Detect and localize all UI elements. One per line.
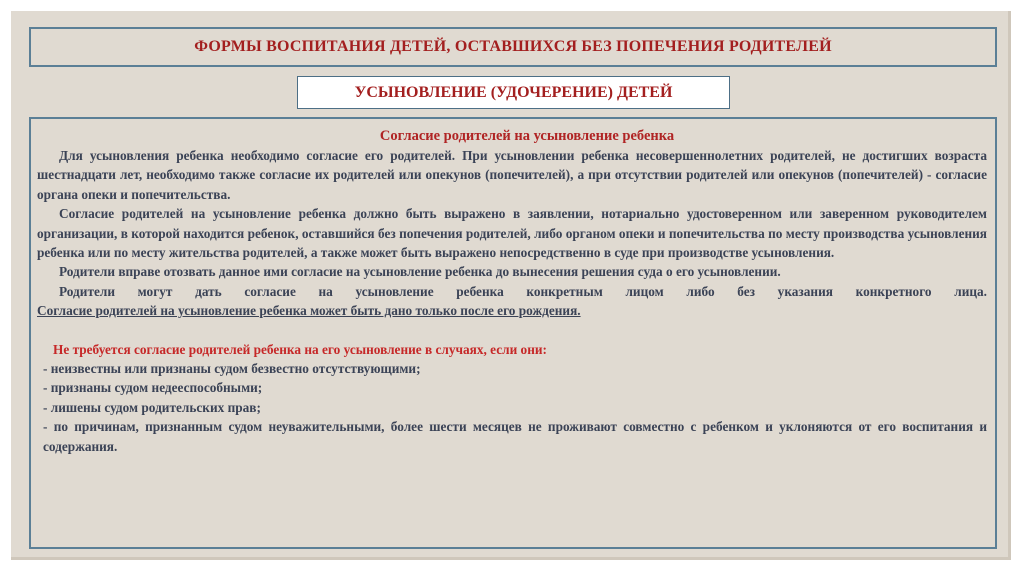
paragraph-consent-form: Согласие родителей на усыновление ребенка должно быть выражено в заявлении, нотариально удостоверенном или заверенном руководителем организации, в которой находится ребенок, оставшийся без попечения родителей, либо органом опеки и попечительства по месту производства усыновления ребенка или по месту жительства родителей, а также может быть выражено непосредственно в суде при производстве усыновления. bbox=[37, 206, 987, 261]
slide-title: ФОРМЫ ВОСПИТАНИЯ ДЕТЕЙ, ОСТАВШИХСЯ БЕЗ ПОПЕЧЕНИЯ РОДИТЕЛЕЙ bbox=[194, 38, 832, 55]
content-box bbox=[29, 117, 997, 549]
paragraph-consent-specific-person: Родители могут дать согласие на усыновление ребенка конкретным лицом либо без указания конкретного лица. bbox=[59, 283, 987, 299]
exception-item: - признаны судом недееспособными; bbox=[43, 380, 263, 396]
paragraph-consent-revocation: Родители вправе отозвать данное ими согласие на усыновление ребенка до вынесения решения суда о его усыновлении. bbox=[59, 264, 781, 280]
section-heading: Согласие родителей на усыновление ребенка bbox=[379, 128, 675, 144]
exception-item: - неизвестны или признаны судом безвестно отсутствующими; bbox=[43, 361, 421, 377]
underlined-note: Согласие родителей на усыновление ребенка может быть дано только после его рождения. bbox=[37, 303, 581, 319]
exceptions-intro: Не требуется согласие родителей ребенка на его усыновление в случаях, если они: bbox=[53, 341, 547, 357]
exception-item: - лишены судом родительских прав; bbox=[43, 399, 261, 415]
title-box bbox=[29, 27, 997, 67]
slide-subtitle: УСЫНОВЛЕНИЕ (УДОЧЕРЕНИЕ) ДЕТЕЙ bbox=[354, 83, 673, 101]
paragraph-consent-required: Для усыновления ребенка необходимо согласие его родителей. При усыновлении ребенка несовершеннолетних родителей, не достигших возраста шестнадцати лет, необходимо также согласие их родителей или опекунов (попечителей), а при отсутствии родителей или опекунов (попечителей) - согласие органа опеки и попечительства. bbox=[37, 148, 987, 202]
subtitle-box bbox=[297, 76, 730, 109]
spacer bbox=[37, 321, 987, 340]
exception-item: - по причинам, признанным судом неуважительными, более шести месяцев не проживают совместно с ребенком и уклоняются от его воспитания и содержания. bbox=[43, 419, 987, 454]
